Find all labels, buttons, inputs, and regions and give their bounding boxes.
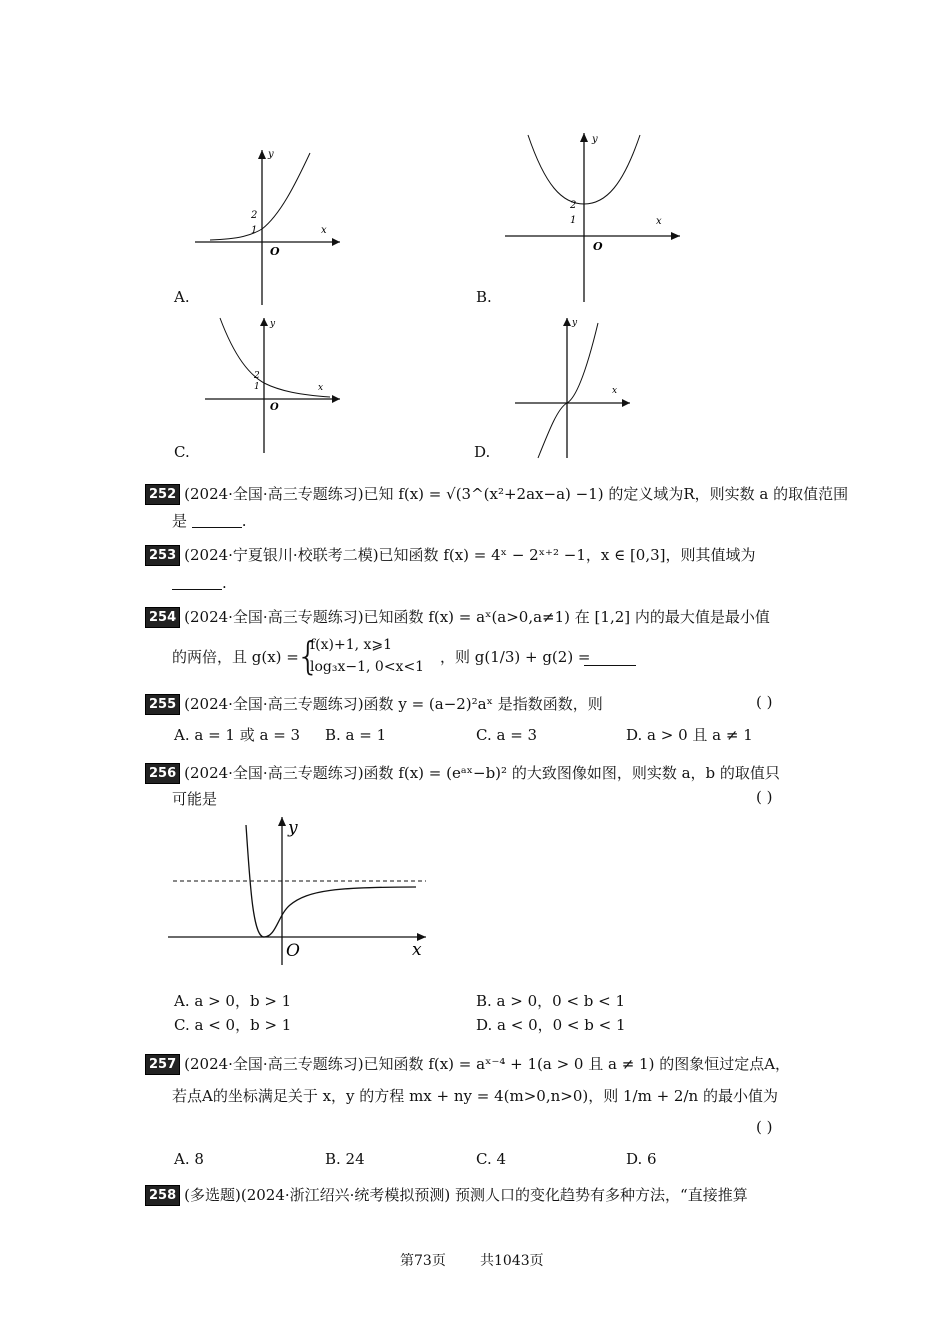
page-number: 第73页 — [400, 1253, 446, 1269]
option-b[interactable]: B. 24 — [325, 1150, 365, 1168]
question-number: 258 — [145, 1185, 180, 1206]
x-axis-label: x — [412, 940, 422, 960]
question-text: (2024·全国·高三专题练习)已知函数 f(x) = aˣ(a>0,a≠1) 在 [1,2] 内的最大值是最小值 — [184, 608, 770, 626]
question-text: (2024·全国·高三专题练习)函数 y = (a−2)²aˣ 是指数函数，则 — [184, 695, 603, 713]
question-text: 是 — [172, 512, 188, 530]
question-256 — [145, 762, 780, 784]
y-axis-label: y — [572, 318, 578, 328]
answer-paren[interactable]: ( ) — [756, 788, 773, 806]
tick-label: 1 — [570, 215, 577, 226]
question-text: (2024·全国·高三专题练习)函数 f(x) = (eᵃˣ−b)² 的大致图像如图，则实数 a，b 的取值只 — [184, 764, 780, 782]
x-axis-label: x — [656, 216, 662, 227]
page-total: 共1043页 — [480, 1253, 544, 1269]
option-a[interactable]: A. a > 0，b > 1 — [174, 992, 292, 1010]
answer-paren[interactable]: ( ) — [756, 1118, 773, 1136]
y-axis-label: y — [288, 818, 298, 838]
graph-256 — [168, 815, 433, 965]
question-258 — [145, 1184, 748, 1206]
question-252-line2: 是 . — [172, 512, 247, 530]
tick-label: 2 — [254, 371, 260, 381]
question-253 — [145, 544, 756, 566]
case-line: f(x)+1, x⩾1 — [310, 637, 393, 653]
answer-blank[interactable] — [192, 513, 242, 528]
question-number: 253 — [145, 545, 180, 566]
option-a[interactable]: A. a = 1 或 a = 3 — [174, 726, 301, 744]
question-256-line2: 可能是 — [172, 790, 218, 808]
question-number: 252 — [145, 484, 180, 505]
origin-label: O — [286, 941, 300, 961]
x-axis-label: x — [321, 225, 327, 236]
origin-label: O — [593, 240, 603, 253]
question-number: 256 — [145, 763, 180, 784]
question-text: (2024·宁夏银川·校联考二模)已知函数 f(x) = 4ˣ − 2ˣ⁺² −1，x ∈ [0,3]，则其值域为 — [184, 546, 756, 564]
option-c[interactable]: C. a = 3 — [476, 726, 538, 744]
question-255 — [145, 693, 603, 715]
question-257 — [145, 1053, 790, 1075]
question-number: 255 — [145, 694, 180, 715]
case-line: log₃x−1, 0<x<1 — [310, 659, 425, 675]
origin-label: O — [270, 402, 279, 413]
graph-b — [500, 130, 690, 305]
question-text: 的两倍，且 g(x) = — [172, 648, 299, 666]
option-c[interactable]: C. 4 — [476, 1150, 507, 1168]
option-b[interactable]: B. a = 1 — [325, 726, 387, 744]
graph-a — [190, 145, 350, 310]
question-253-line2: . — [172, 572, 227, 594]
answer-blank[interactable] — [584, 651, 636, 666]
option-label-b: B. — [476, 288, 492, 306]
option-c[interactable]: C. a < 0，b > 1 — [174, 1016, 292, 1034]
option-d[interactable]: D. a < 0，0 < b < 1 — [476, 1016, 626, 1034]
option-label-c: C. — [174, 443, 190, 461]
question-text: (2024·全国·高三专题练习)已知函数 f(x) = aˣ⁻⁴ + 1(a > 0 且 a ≠ 1) 的图象恒过定点A， — [184, 1055, 791, 1073]
option-a[interactable]: A. 8 — [174, 1150, 204, 1168]
option-label-d: D. — [474, 443, 491, 461]
question-number: 254 — [145, 607, 180, 628]
graph-c — [200, 313, 350, 458]
graph-d — [510, 313, 640, 463]
x-axis-label: x — [318, 383, 324, 393]
tick-label: 1 — [254, 382, 260, 392]
question-252 — [145, 483, 848, 505]
question-number: 257 — [145, 1054, 180, 1075]
answer-blank[interactable] — [172, 575, 222, 590]
option-d[interactable]: D. 6 — [626, 1150, 657, 1168]
brace: { — [296, 634, 321, 678]
question-257-line2: 若点A的坐标满足关于 x，y 的方程 mx + ny = 4(m>0,n>0)，则 1/m + 2/n 的最小值为 — [172, 1087, 778, 1105]
tick-label: 2 — [251, 210, 258, 221]
question-text: (2024·全国·高三专题练习)已知 f(x) = √(3^(x²+2ax−a) −1) 的定义域为R，则实数 a 的取值范围 — [184, 485, 849, 503]
question-text: ，则 g(1/3) + g(2) = — [440, 648, 591, 666]
tick-label: 1 — [251, 225, 258, 236]
option-b[interactable]: B. a > 0，0 < b < 1 — [476, 992, 626, 1010]
y-axis-label: y — [592, 134, 598, 145]
question-text: (多选题)(2024·浙江绍兴·统考模拟预测) 预测人口的变化趋势有多种方法，“直接推算 — [184, 1186, 748, 1204]
option-d[interactable]: D. a > 0 且 a ≠ 1 — [626, 726, 753, 744]
origin-label: O — [270, 245, 280, 258]
y-axis-label: y — [268, 149, 274, 160]
tick-label: 2 — [570, 200, 577, 211]
y-axis-label: y — [270, 319, 276, 329]
question-254 — [145, 606, 770, 628]
x-axis-label: x — [612, 386, 618, 396]
answer-paren[interactable]: ( ) — [756, 693, 773, 711]
option-label-a: A. — [174, 288, 190, 306]
